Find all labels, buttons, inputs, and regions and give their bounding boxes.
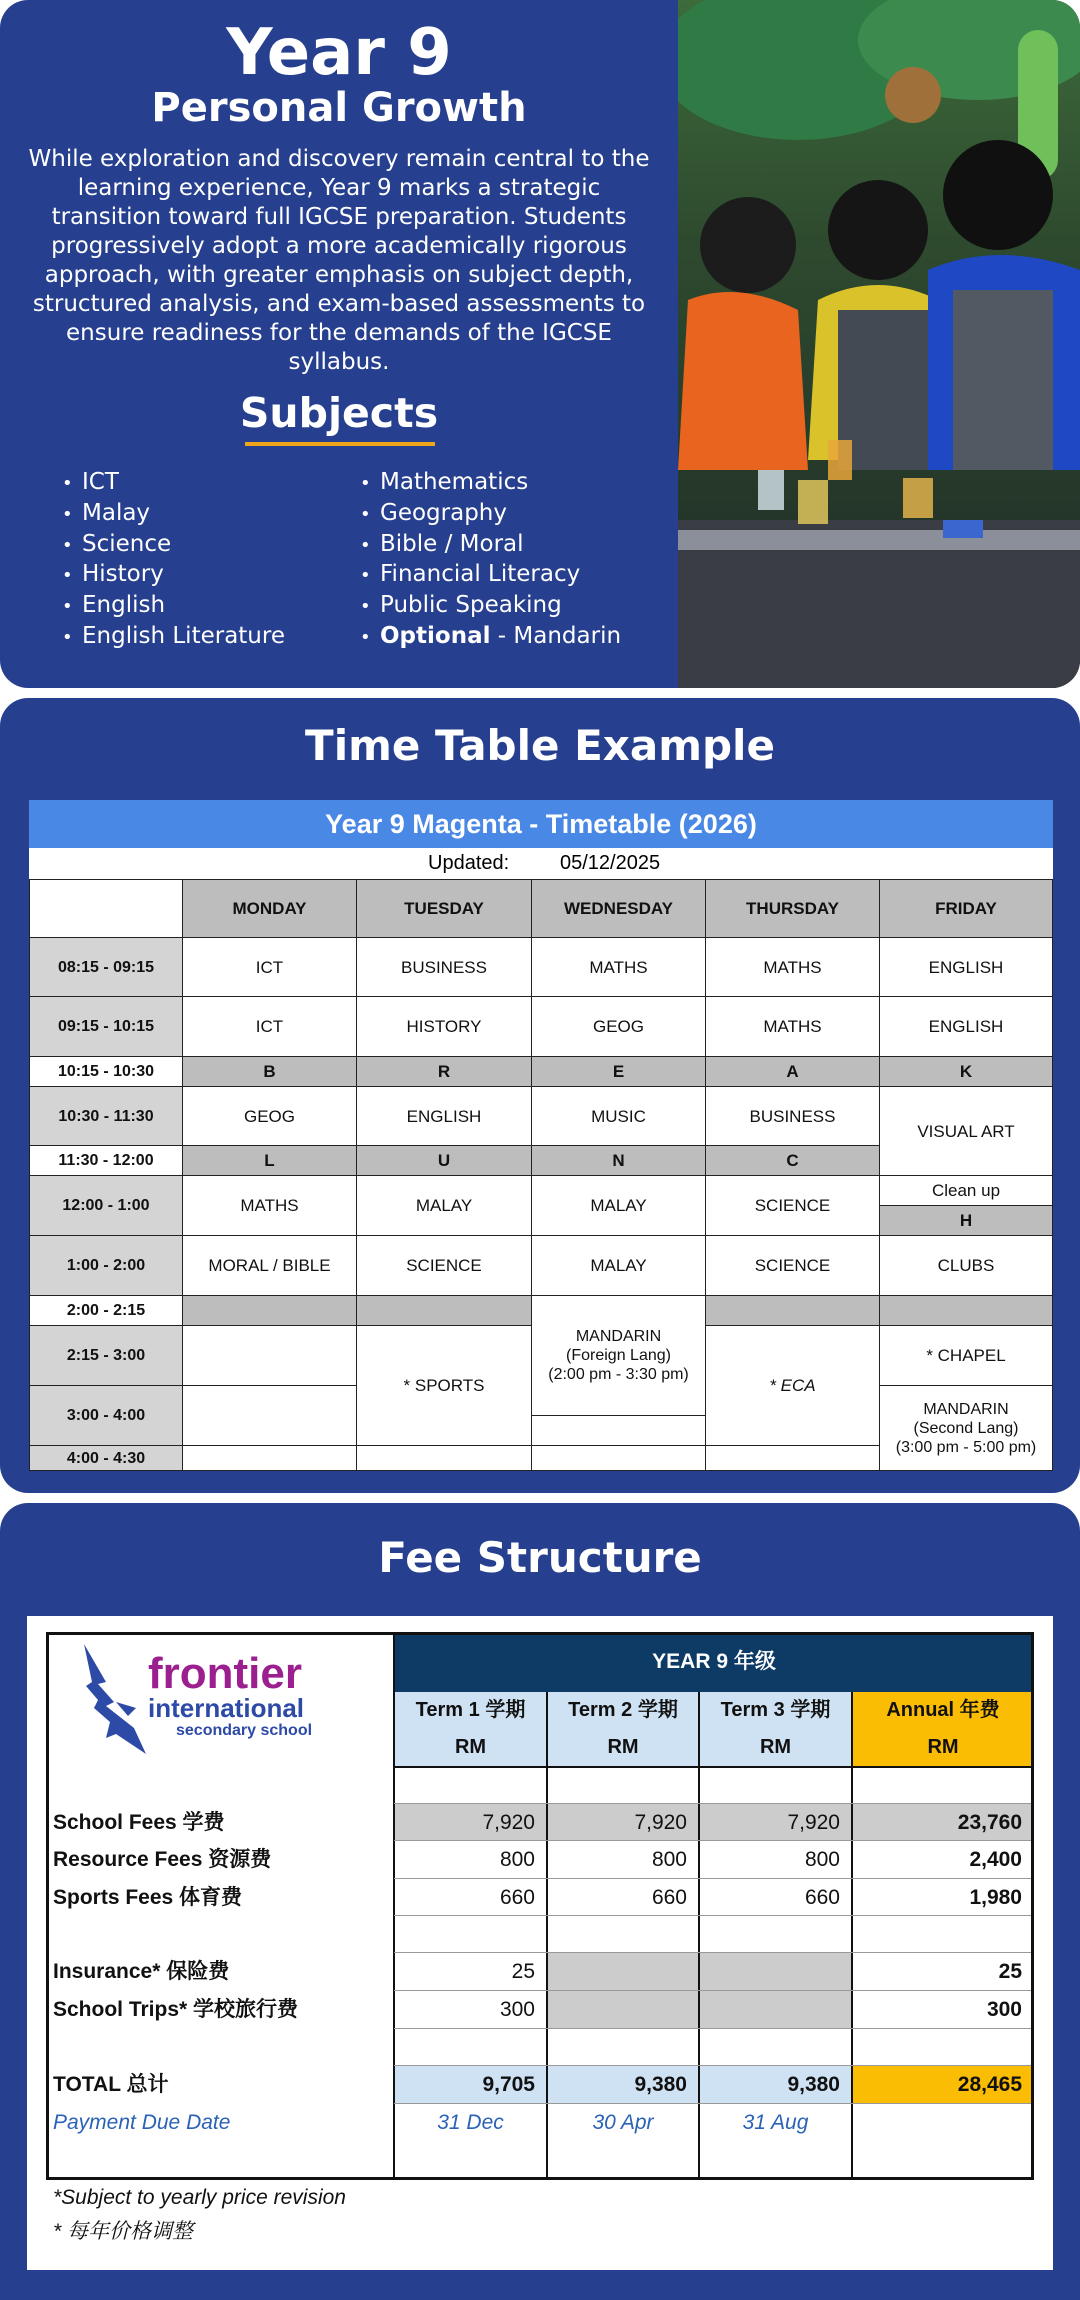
fee-value: 25 (511, 1960, 535, 1983)
day-header: TUESDAY (356, 879, 532, 938)
fee-annual-value: 1,980 (969, 1886, 1022, 1909)
break-cell: K (879, 1056, 1053, 1087)
subject-item: • English (62, 591, 285, 622)
timetable-updated-row (29, 848, 1053, 879)
class-cell: MALAY (531, 1175, 706, 1236)
break-cell: A (705, 1056, 880, 1087)
class-cell: HISTORY (356, 996, 532, 1057)
logo-word-secondary: secondary school (176, 1722, 313, 1739)
day-header: WEDNESDAY (531, 879, 706, 938)
day-header: THURSDAY (705, 879, 880, 938)
total-value: 9,705 (482, 2073, 535, 2096)
lunch-cell: N (531, 1145, 706, 1176)
fee-value: 660 (804, 1886, 840, 1909)
term-label: Annual 年费 (886, 1699, 1000, 1721)
fee-value: 800 (651, 1848, 687, 1871)
class-cell: MATHS (705, 937, 880, 997)
time-slot: 08:15 - 09:15 (29, 937, 183, 997)
fee-value: 7,920 (634, 1811, 687, 1834)
fee-value: 300 (499, 1998, 535, 2021)
fee-row-label: School Trips* 学校旅行费 (53, 1998, 299, 2021)
fee-annual-value: 300 (986, 1998, 1022, 2021)
price-note-zh: * 每年价格调整 (53, 2220, 194, 2243)
empty-cell (356, 1295, 532, 1326)
class-cell: GEOG (182, 1086, 357, 1146)
class-cell: ENGLISH (879, 937, 1053, 997)
subject-item: • English Literature (62, 622, 285, 653)
subject-item: • History (62, 560, 285, 591)
fee-value: 7,920 (787, 1811, 840, 1834)
fee-row-label: School Fees 学费 (53, 1811, 225, 1834)
class-cell: MATHS (182, 1175, 357, 1236)
class-cell: ENGLISH (356, 1086, 532, 1146)
class-cell: CLUBS (879, 1235, 1053, 1296)
total-value: 9,380 (787, 2073, 840, 2096)
year-header: YEAR 9 年级 (394, 1632, 1034, 1692)
fee-value: 800 (499, 1848, 535, 1871)
break-cell: R (356, 1056, 532, 1087)
page-subtitle: Personal Growth (151, 85, 527, 131)
class-cell: GEOG (531, 996, 706, 1057)
class-cell: MATHS (705, 996, 880, 1057)
time-slot: 09:15 - 10:15 (29, 996, 183, 1057)
fee-title: Fee Structure (378, 1533, 702, 1582)
fee-annual-value: 2,400 (969, 1848, 1022, 1871)
fee-row-label: Sports Fees 体育费 (53, 1886, 243, 1909)
subjects-list-left (62, 468, 285, 653)
optional-label: Optional (380, 622, 491, 649)
currency-label: RM (759, 1736, 792, 1758)
chapel-cell: * CHAPEL (879, 1325, 1053, 1386)
empty-cell (531, 1445, 706, 1471)
time-slot: 2:15 - 3:00 (29, 1325, 183, 1386)
logo-word-international: international (148, 1693, 305, 1723)
time-slot: 3:00 - 4:00 (29, 1385, 183, 1446)
students-photo (678, 0, 1080, 688)
subject-item: • Geography (360, 499, 621, 530)
subject-item: • Public Speaking (360, 591, 621, 622)
fee-value: 660 (499, 1886, 535, 1909)
time-slot: 10:30 - 11:30 (29, 1086, 183, 1146)
subject-item: • Mathematics (360, 468, 621, 499)
class-cell: SCIENCE (705, 1235, 880, 1296)
school-logo (76, 1642, 336, 1757)
class-cell: ICT (182, 996, 357, 1057)
fee-value: 7,920 (482, 1811, 535, 1834)
term-label: Term 3 学期 (720, 1699, 831, 1721)
day-header: MONDAY (182, 879, 357, 938)
subject-item: • Bible / Moral (360, 530, 621, 561)
subjects-underline (245, 442, 435, 446)
class-cell: MALAY (531, 1235, 706, 1296)
corner-cell (29, 879, 183, 938)
price-note-en: *Subject to yearly price revision (53, 2186, 346, 2209)
optional-value: - Mandarin (490, 622, 622, 649)
lunch-cell: H (879, 1205, 1053, 1236)
currency-label: RM (927, 1736, 959, 1758)
subject-item: • Science (62, 530, 285, 561)
class-cell: Clean up (879, 1175, 1053, 1206)
empty-cell (531, 1415, 706, 1446)
subject-item: • ICT (62, 468, 285, 499)
intro-paragraph: While exploration and discovery remain central to the learning experience, Year 9 marks a strategic transition toward full IGCSE preparation. Students progressively adopt a more academically rigorous approach, with greater emphasis on subject depth, structured analysis, and exam-based assessments to ensure readiness for the demands of the IGCSE syllabus. (28, 146, 650, 375)
total-annual-value: 28,465 (957, 2073, 1022, 2096)
total-label: TOTAL 总计 (53, 2073, 169, 2096)
empty-cell (879, 1295, 1053, 1326)
intro-panel (0, 0, 678, 688)
class-cell: VISUAL ART (879, 1086, 1053, 1176)
subject-item: • Financial Literacy (360, 560, 621, 591)
fee-row-label: Insurance* 保险费 (53, 1960, 230, 1983)
empty-cell (705, 1445, 880, 1471)
class-cell: ENGLISH (879, 996, 1053, 1057)
subjects-list-right (360, 468, 621, 653)
intro-card (0, 0, 1080, 688)
subject-item: • Malay (62, 499, 285, 530)
fee-value: 660 (651, 1886, 687, 1909)
due-date-label: Payment Due Date (53, 2111, 231, 2134)
time-slot: 10:15 - 10:30 (29, 1056, 183, 1087)
due-date: 31 Dec (437, 2111, 504, 2134)
lunch-cell: L (182, 1145, 357, 1176)
class-cell: MATHS (531, 937, 706, 997)
currency-label: RM (454, 1736, 487, 1758)
empty-cell (182, 1295, 357, 1326)
timetable-header: Year 9 Magenta - Timetable (2026) (29, 800, 1053, 848)
class-cell: BUSINESS (356, 937, 532, 997)
class-cell: MUSIC (531, 1086, 706, 1146)
updated-label: Updated: (428, 852, 510, 874)
updated-date: 05/12/2025 (560, 852, 661, 874)
timetable-title: Time Table Example (305, 721, 775, 770)
lunch-cell: C (705, 1145, 880, 1176)
time-slot: 12:00 - 1:00 (29, 1175, 183, 1236)
empty-cell (356, 1445, 532, 1471)
class-cell: ICT (182, 937, 357, 997)
timetable-grid (29, 879, 1053, 1471)
subject-item-optional (360, 622, 621, 653)
day-header: FRIDAY (879, 879, 1053, 938)
empty-cell (182, 1385, 357, 1446)
due-date: 31 Aug (742, 2111, 809, 2134)
class-cell: MORAL / BIBLE (182, 1235, 357, 1296)
fee-value: 800 (804, 1848, 840, 1871)
subjects-heading: Subjects (239, 389, 439, 437)
term-label: Term 2 学期 (568, 1699, 678, 1721)
page-title: Year 9 (226, 16, 452, 90)
time-slot: 2:00 - 2:15 (29, 1295, 183, 1326)
empty-cell (182, 1445, 357, 1471)
class-cell: SCIENCE (356, 1235, 532, 1296)
due-date: 30 Apr (592, 2111, 654, 2134)
currency-label: RM (607, 1736, 639, 1758)
mandarin-second-cell: MANDARIN (Second Lang) (3:00 pm - 5:00 pm) (879, 1385, 1053, 1471)
sports-cell: * SPORTS (356, 1325, 532, 1446)
class-cell: BUSINESS (705, 1086, 880, 1146)
logo-word-frontier: frontier (148, 1649, 302, 1698)
lunch-cell: U (356, 1145, 532, 1176)
break-cell: E (531, 1056, 706, 1087)
total-value: 9,380 (634, 2073, 687, 2096)
fee-annual-value: 23,760 (957, 1811, 1022, 1834)
time-slot: 4:00 - 4:30 (29, 1445, 183, 1471)
time-slot: 1:00 - 2:00 (29, 1235, 183, 1296)
eca-cell: * ECA (705, 1325, 880, 1446)
class-cell: SCIENCE (705, 1175, 880, 1236)
fee-row-label: Resource Fees 资源费 (53, 1848, 272, 1871)
break-cell: B (182, 1056, 357, 1087)
fee-annual-value: 25 (998, 1960, 1022, 1983)
mandarin-foreign-cell: MANDARIN (Foreign Lang) (2:00 pm - 3:30 pm) (531, 1295, 706, 1416)
empty-cell (182, 1325, 357, 1386)
empty-cell (705, 1295, 880, 1326)
time-slot: 11:30 - 12:00 (29, 1145, 183, 1176)
term-label: Term 1 学期 (415, 1699, 526, 1721)
class-cell: MALAY (356, 1175, 532, 1236)
